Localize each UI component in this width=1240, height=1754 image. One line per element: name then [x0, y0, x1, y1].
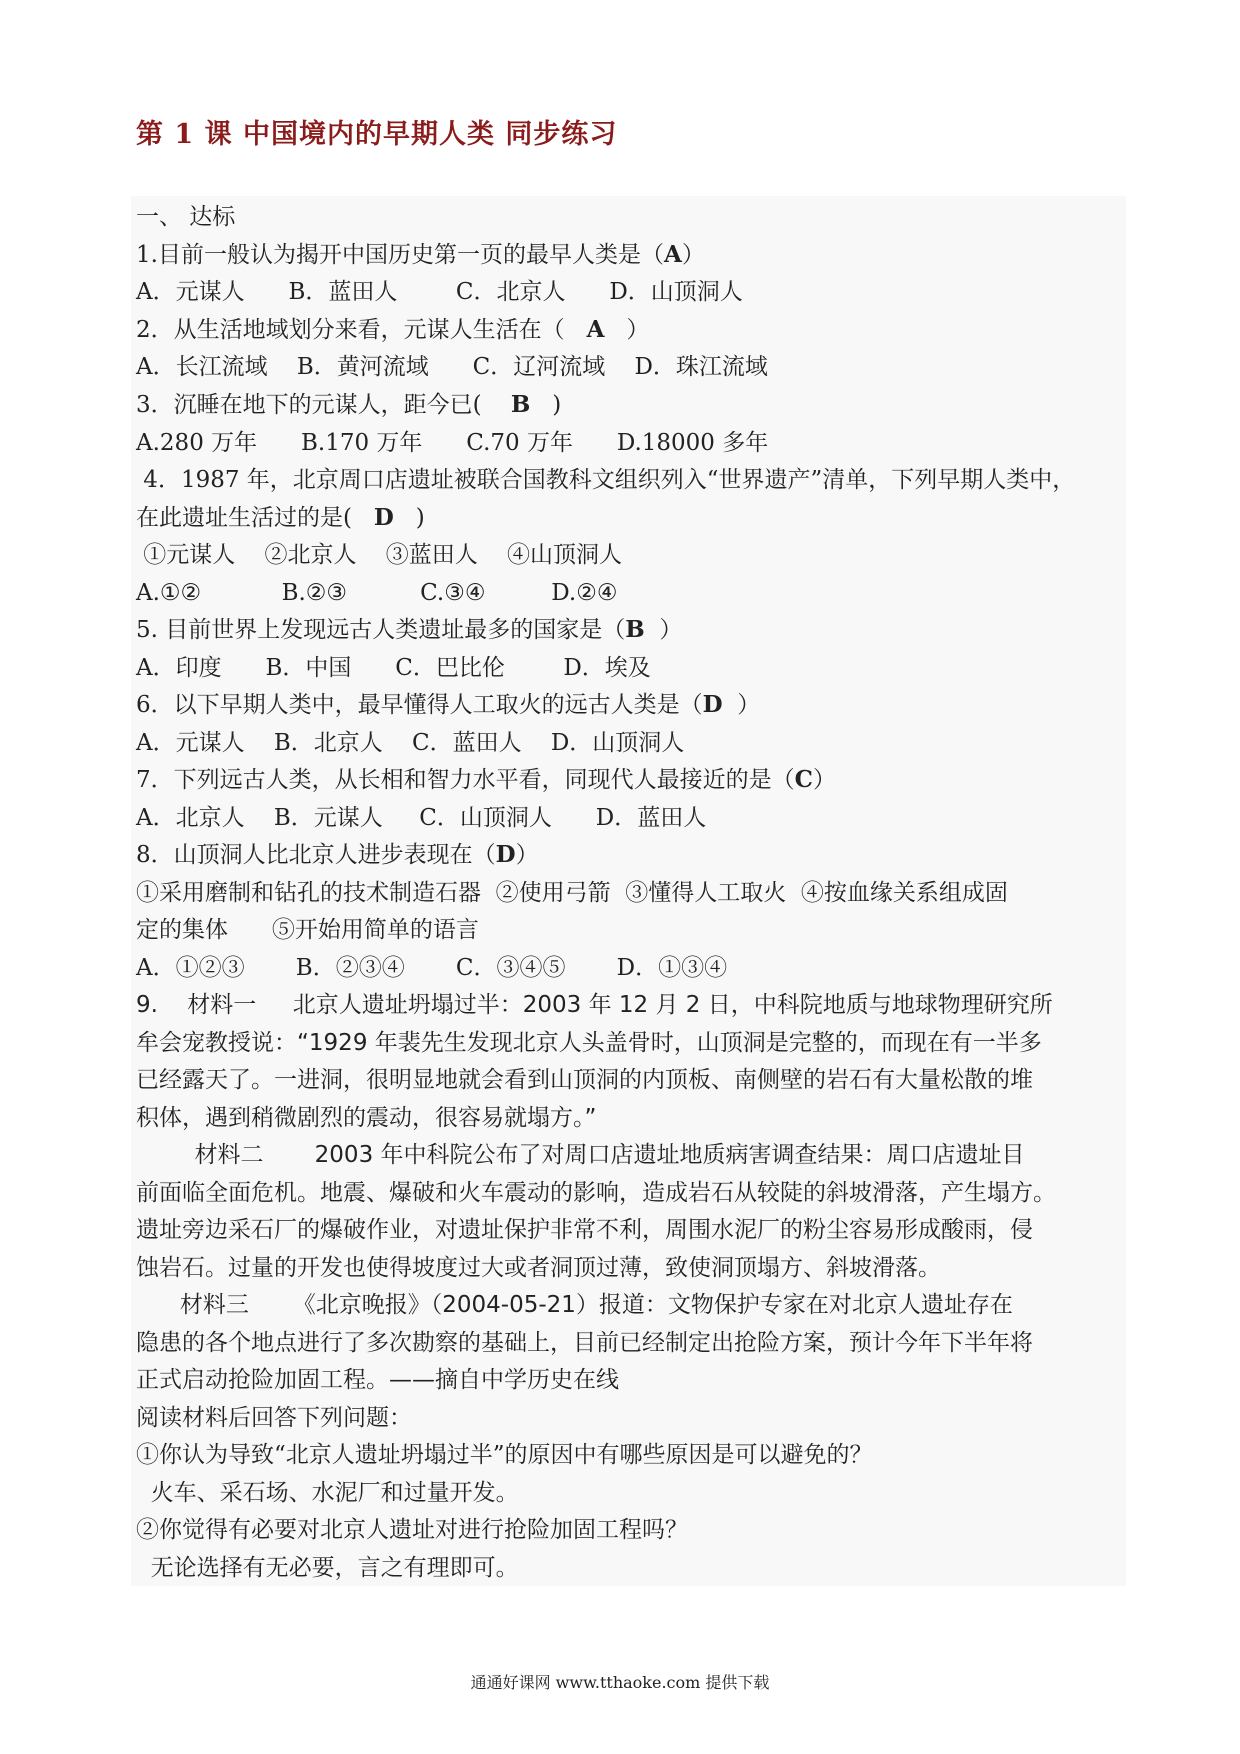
question-1: 1.目前一般认为揭开中国历史第一页的最早人类是（A） [136, 241, 705, 268]
answer-8: D [495, 841, 516, 868]
answer-7: C [794, 766, 813, 793]
question-4-line-1: 4．1987 年，北京周口店遗址被联合国教科文组织列入“世界遗产”清单，下列早期人类中， [136, 467, 1076, 493]
question-7: 7．下列远古人类，从长相和智力水平看，同现代人最接近的是（C） [136, 766, 836, 793]
question-1-options: A．元谋人 B．蓝田人 C．北京人 D．山顶洞人 [136, 279, 743, 305]
question-8: 8．山顶洞人比北京人进步表现在（D） [136, 841, 539, 868]
sub-answer-1: 火车、采石场、水泥厂和过量开发。 [136, 1480, 519, 1506]
sub-question-1: ①你认为导致“北京人遗址坍塌过半”的原因中有哪些原因是可以避免的？ [136, 1442, 873, 1468]
question-8-items-line-1: ①采用磨制和钻孔的技术制造石器 ②使用弓箭 ③懂得人工取火 ④按血缘关系组成固 [136, 880, 1008, 906]
answer-2: A [586, 316, 605, 343]
material-2-line-4: 蚀岩石。过量的开发也使得坡度过大或者洞顶过薄，致使洞顶塌方、斜坡滑落。 [136, 1255, 941, 1281]
page-title: 第 1 课 中国境内的早期人类 同步练习 [136, 119, 618, 150]
material-1-line-1: 9. 材料一 北京人遗址坍塌过半：2003 年 12 月 2 日，中科院地质与地球物理研究所 [136, 992, 1053, 1018]
question-5: 5. 目前世界上发现远古人类遗址最多的国家是（B ） [136, 616, 683, 643]
sub-answer-2: 无论选择有无必要，言之有理即可。 [136, 1555, 519, 1581]
material-1-line-2: 牟会宠教授说：“1929 年裴先生发现北京人头盖骨时，山顶洞是完整的，而现在有一半多 [136, 1030, 1042, 1056]
material-2-line-1: 材料二 2003 年中科院公布了对周口店遗址地质病害调查结果：周口店遗址目 [136, 1142, 1025, 1168]
answer-3: B [510, 391, 531, 418]
material-3-line-3: 正式启动抢险加固工程。——摘自中学历史在线 [136, 1367, 619, 1393]
question-2: 2．从生活地域划分来看，元谋人生活在（ A ） [136, 316, 650, 343]
answer-6: D [702, 691, 723, 718]
material-1-line-3: 已经露天了。一进洞，很明显地就会看到山顶洞的内顶板、南侧壁的岩石有大量松散的堆 [136, 1067, 1033, 1093]
question-3: 3．沉睡在地下的元谋人，距今已( B ) [136, 391, 562, 418]
question-6-options: A．元谋人 B．北京人 C．蓝田人 D．山顶洞人 [136, 730, 685, 756]
question-6: 6．以下早期人类中，最早懂得人工取火的远古人类是（D ） [136, 691, 761, 718]
question-3-options: A.280 万年 B.170 万年 C.70 万年 D.18000 多年 [136, 430, 769, 456]
material-2-line-2: 前面临全面危机。地震、爆破和火车震动的影响，造成岩石从较陡的斜坡滑落，产生塌方。 [136, 1180, 1056, 1206]
question-8-options: A．①②③ B．②③④ C．③④⑤ D．①③④ [136, 955, 728, 981]
section-heading: 一、 达标 [136, 204, 236, 230]
answer-5: B [625, 616, 645, 643]
question-4-options: A.①② B.②③ C.③④ D.②④ [136, 580, 618, 606]
material-3-line-1: 材料三 《北京晚报》（2004-05-21）报道：文物保护专家在对北京人遗址存在 [136, 1292, 1013, 1318]
answer-1: A [663, 241, 682, 268]
page-footer: 通通好课网 www.tthaoke.com 提供下载 [470, 1673, 770, 1692]
material-3-line-2: 隐患的各个地点进行了多次勘察的基础上，目前已经制定出抢险方案，预计今年下半年将 [136, 1330, 1033, 1356]
question-5-options: A．印度 B．中国 C．巴比伦 D．埃及 [136, 655, 651, 681]
question-4-line-2: 在此遗址生活过的是( D ) [136, 504, 425, 531]
question-2-options: A．长江流域 B．黄河流域 C．辽河流域 D．珠江流域 [136, 354, 768, 380]
reading-instruction: 阅读材料后回答下列问题： [136, 1405, 412, 1431]
material-2-line-3: 遗址旁边采石厂的爆破作业，对遗址保护非常不利，周围水泥厂的粉尘容易形成酸雨，侵 [136, 1217, 1033, 1243]
answer-4: D [373, 504, 394, 531]
sub-question-2: ②你觉得有必要对北京人遗址对进行抢险加固工程吗？ [136, 1517, 688, 1543]
question-7-options: A．北京人 B．元谋人 C．山顶洞人 D．蓝田人 [136, 805, 707, 831]
question-8-items-line-2: 定的集体 ⑤开始用简单的语言 [136, 917, 479, 943]
question-4-items: ①元谋人 ②北京人 ③蓝田人 ④山顶洞人 [136, 542, 623, 568]
material-1-line-4: 积体，遇到稍微剧烈的震动，很容易就塌方。” [136, 1105, 597, 1131]
